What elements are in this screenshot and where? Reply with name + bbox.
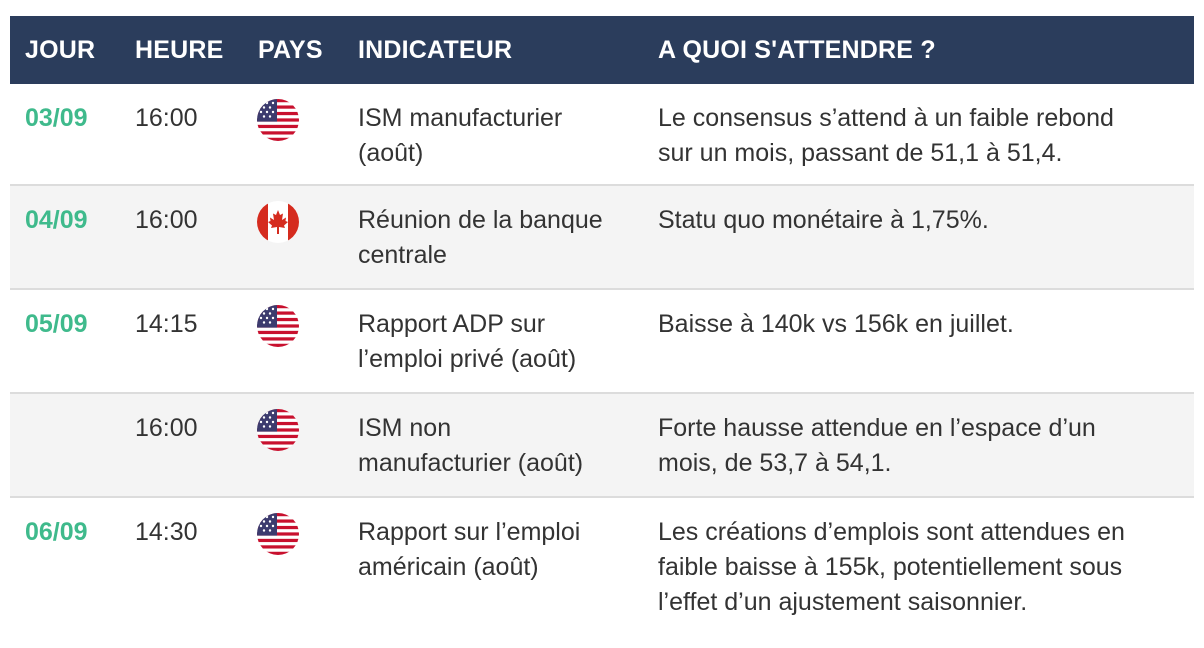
row-time: 16:00	[135, 206, 198, 234]
indicator-line: américain (août)	[358, 553, 539, 581]
indicator-line: Rapport sur l’emploi	[358, 518, 581, 546]
indicator-line: Réunion de la banque	[358, 206, 603, 234]
indicator-line: ISM manufacturier	[358, 104, 563, 132]
us-flag-icon	[257, 409, 299, 451]
table-row	[10, 394, 1194, 498]
table-row	[10, 498, 1194, 638]
header-country: PAYS	[258, 35, 323, 64]
expectation-line: faible baisse à 155k, potentiellement sous	[658, 553, 1123, 581]
header-time: HEURE	[135, 35, 224, 64]
expectation-line: Les créations d’emplois sont attendues en	[658, 518, 1125, 546]
table-row	[10, 290, 1194, 394]
indicator-line: Rapport ADP sur	[358, 310, 546, 338]
economic-calendar-table	[10, 16, 1194, 638]
expectation-line: Statu quo monétaire à 1,75%.	[658, 206, 989, 234]
indicator-line: (août)	[358, 139, 424, 167]
table-header	[10, 16, 1194, 84]
indicator-line: centrale	[358, 241, 447, 269]
row-day: 05/09	[25, 310, 88, 338]
row-day: 06/09	[25, 518, 88, 546]
row-day: 03/09	[25, 104, 88, 132]
indicator-line: ISM non	[358, 414, 452, 442]
row-time: 14:15	[135, 310, 198, 338]
expectation-line: Forte hausse attendue en l’espace d’un	[658, 414, 1096, 442]
expectation-line: Baisse à 140k vs 156k en juillet.	[658, 310, 1014, 338]
row-time: 14:30	[135, 518, 198, 546]
row-time: 16:00	[135, 104, 198, 132]
us-flag-icon	[257, 513, 299, 555]
header-indicator: INDICATEUR	[358, 35, 513, 64]
canada-flag-icon	[257, 201, 299, 243]
row-day	[10, 394, 120, 496]
expectation-line: l’effet d’un ajustement saisonnier.	[658, 588, 1028, 616]
row-time: 16:00	[135, 414, 198, 442]
table-row	[10, 84, 1194, 186]
expectation-line: sur un mois, passant de 51,1 à 51,4.	[658, 139, 1063, 167]
expectation-line: mois, de 53,7 à 54,1.	[658, 449, 892, 477]
us-flag-icon	[257, 99, 299, 141]
row-day: 04/09	[25, 206, 88, 234]
header-day: JOUR	[25, 35, 96, 64]
table-row	[10, 186, 1194, 290]
expectation-line: Le consensus s’attend à un faible rebond	[658, 104, 1114, 132]
us-flag-icon	[257, 305, 299, 347]
header-expectation: A QUOI S'ATTENDRE ?	[658, 35, 936, 64]
indicator-line: l’emploi privé (août)	[358, 345, 577, 373]
indicator-line: manufacturier (août)	[358, 449, 584, 477]
